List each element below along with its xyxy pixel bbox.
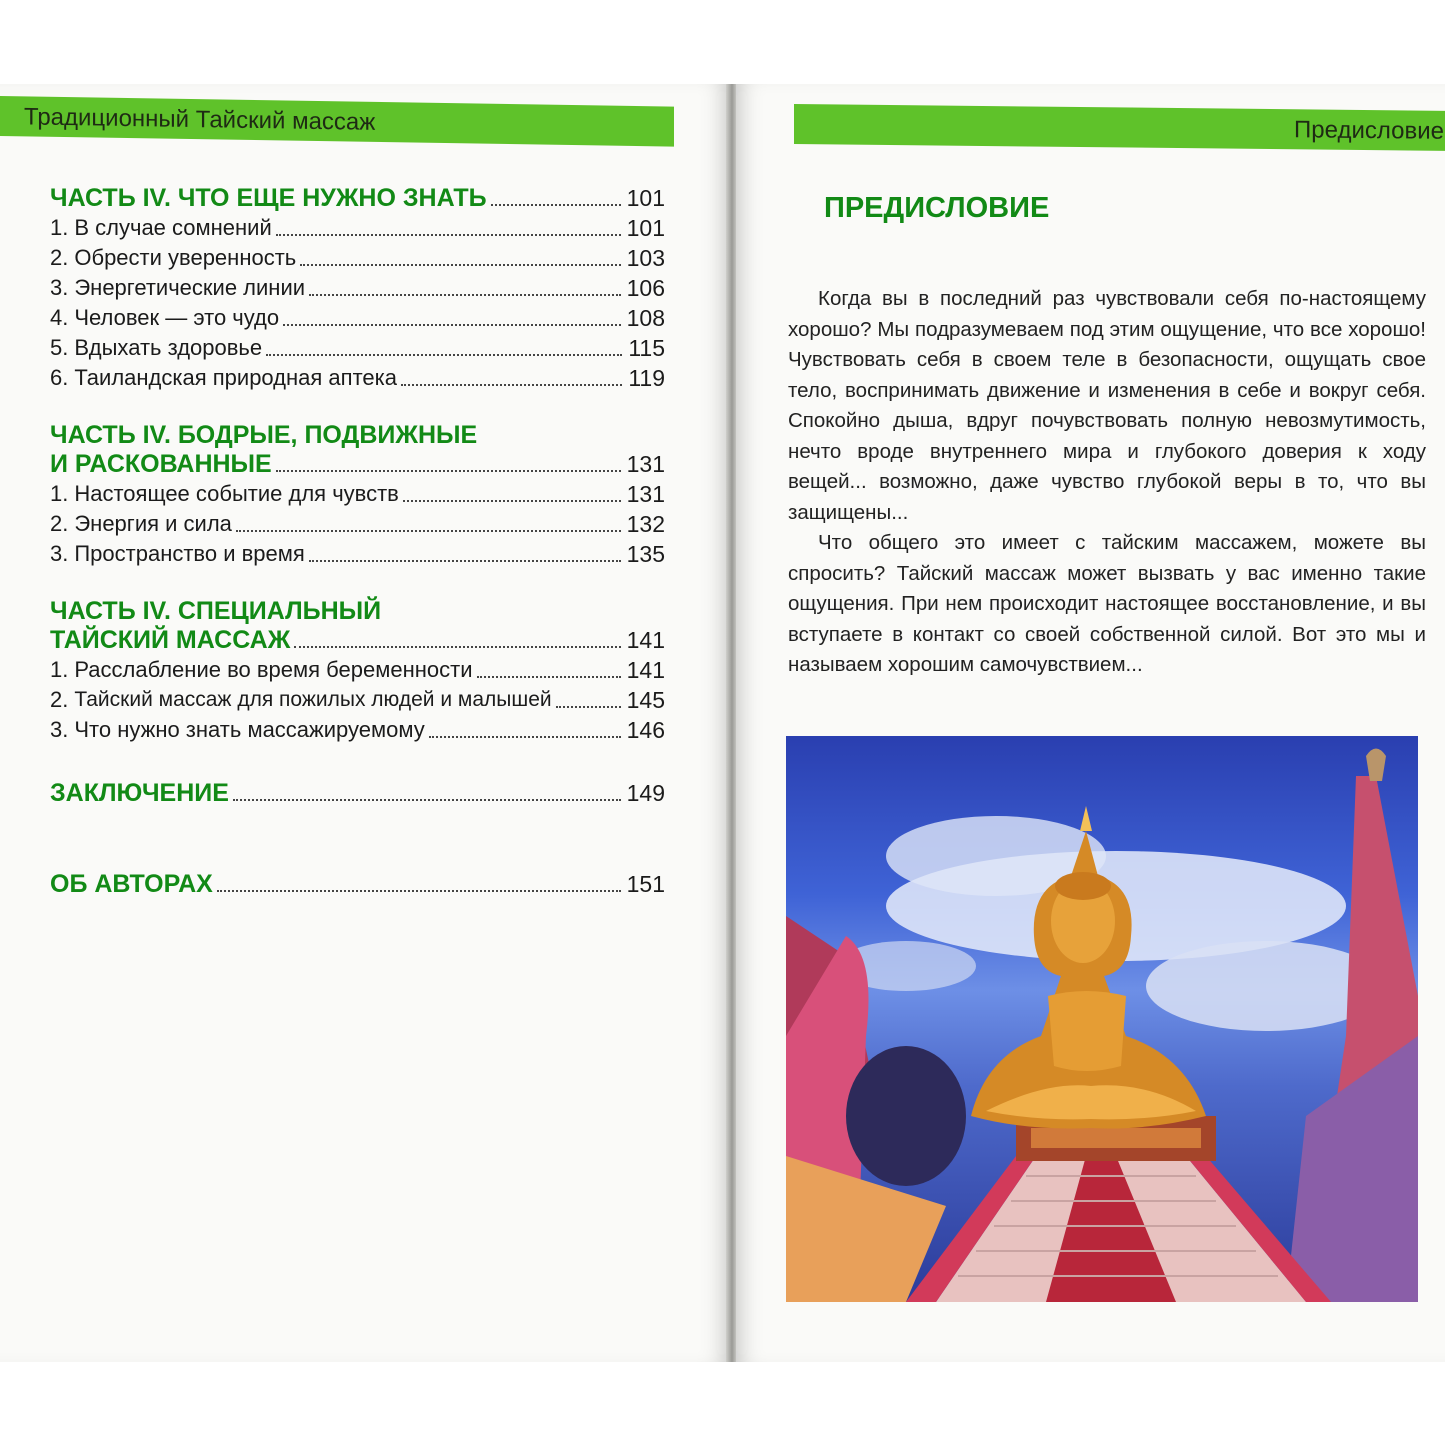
item-number: 2. xyxy=(50,245,69,270)
page-number: 141 xyxy=(626,627,665,653)
right-header-bar xyxy=(794,104,1445,151)
toc-heading-line1: ЧАСТЬ IV. БОДРЫЕ, ПОДВИЖНЫЕ xyxy=(50,421,478,449)
page-number: 132 xyxy=(626,511,665,537)
dot-leader xyxy=(491,204,621,206)
paragraph: Что общего это имеет с тайским массажем, можете вы спросить? Тайский массаж может вызвать у вас именно такие ощущения. При нем происходит настоящее восстановление, и вы вступаете в контакт со своей собственной силой. Вот это мы и называем хорошим самочувствием... xyxy=(788,531,1426,676)
item-number: 1. xyxy=(50,215,69,240)
item-title: Тайский массаж для пожилых людей и малышей xyxy=(74,688,552,711)
dot-leader xyxy=(556,706,621,708)
dot-leader xyxy=(276,470,621,472)
page-number: 151 xyxy=(626,871,665,897)
dot-leader xyxy=(300,264,620,266)
toc-item[interactable] xyxy=(50,303,665,333)
toc-item[interactable] xyxy=(50,685,665,715)
item-number: 6. xyxy=(50,365,69,390)
left-header-bar xyxy=(0,96,674,147)
toc-item[interactable] xyxy=(50,539,665,569)
dot-leader xyxy=(283,324,621,326)
toc-section xyxy=(50,184,665,393)
right-page xyxy=(736,84,1445,1362)
left-page xyxy=(0,84,728,1362)
toc-item[interactable] xyxy=(50,273,665,303)
page-number: 135 xyxy=(626,541,665,567)
page-title: ПРЕДИСЛОВИЕ xyxy=(824,192,1050,224)
toc-heading-line2: И РАСКОВАННЫЕ xyxy=(50,450,272,478)
page-number: 145 xyxy=(626,687,665,713)
toc-item[interactable] xyxy=(50,243,665,273)
toc-heading[interactable] xyxy=(50,184,665,213)
toc-heading-line1: ЧАСТЬ IV. СПЕЦИАЛЬНЫЙ xyxy=(50,597,382,625)
toc-heading-line2-row xyxy=(50,450,665,479)
item-title: Обрести уверенность xyxy=(74,245,297,270)
item-number: 1. xyxy=(50,657,69,682)
item-title: Таиландская природная аптека xyxy=(74,365,397,390)
toc-item[interactable] xyxy=(50,509,665,539)
buddha-illustration xyxy=(786,736,1418,1302)
toc-authors[interactable] xyxy=(50,870,665,899)
page-number: 146 xyxy=(626,717,665,743)
toc-conclusion[interactable] xyxy=(50,779,665,808)
item-title: Что нужно знать массажируемому xyxy=(74,717,425,742)
item-title: Энергия и сила xyxy=(74,511,232,536)
page-number: 131 xyxy=(626,451,665,477)
item-title: В случае сомнений xyxy=(74,215,272,240)
toc-heading-line2-row xyxy=(50,626,665,655)
page-number: 149 xyxy=(626,780,665,806)
conclusion-title: ЗАКЛЮЧЕНИЕ xyxy=(50,779,229,807)
item-title: Расслабление во время беременности xyxy=(74,657,473,682)
running-header-right: Предисловие xyxy=(1294,116,1444,145)
item-number: 1. xyxy=(50,481,69,506)
page-number: 131 xyxy=(626,481,665,507)
dot-leader xyxy=(309,560,621,562)
dot-leader xyxy=(266,354,622,356)
dot-leader xyxy=(294,646,620,648)
item-title: Пространство и время xyxy=(74,541,305,566)
item-number: 3. xyxy=(50,275,69,300)
toc-item[interactable] xyxy=(50,715,665,745)
item-number: 5. xyxy=(50,335,69,360)
toc-heading-line2: ТАЙСКИЙ МАССАЖ xyxy=(50,626,291,654)
page-number: 101 xyxy=(626,215,665,241)
table-of-contents xyxy=(50,184,665,899)
toc-item[interactable] xyxy=(50,333,665,363)
running-header-left: Традиционный Тайский массаж xyxy=(24,103,376,136)
dot-leader xyxy=(309,294,621,296)
item-number: 3. xyxy=(50,541,69,566)
item-number: 3. xyxy=(50,717,69,742)
toc-section xyxy=(50,597,665,745)
item-number: 4. xyxy=(50,305,69,330)
page-number: 141 xyxy=(626,657,665,683)
dot-leader xyxy=(477,676,621,678)
authors-title: ОБ АВТОРАХ xyxy=(50,870,213,898)
toc-item[interactable] xyxy=(50,479,665,509)
toc-item[interactable] xyxy=(50,213,665,243)
preface-body xyxy=(788,284,1426,681)
page-number: 119 xyxy=(628,365,665,391)
dot-leader xyxy=(236,530,621,532)
dot-leader xyxy=(233,799,621,801)
page-number: 115 xyxy=(628,335,665,361)
toc-item[interactable] xyxy=(50,655,665,685)
item-title: Энергетические линии xyxy=(74,275,306,300)
item-title: Человек — это чудо xyxy=(74,305,280,330)
book-spread xyxy=(0,84,1445,1362)
item-title: Настоящее событие для чувств xyxy=(74,481,399,506)
buddha-photo xyxy=(786,736,1418,1302)
dot-leader xyxy=(403,500,621,502)
page-number: 103 xyxy=(626,245,665,271)
page-number: 101 xyxy=(626,185,665,211)
toc-heading[interactable] xyxy=(50,597,665,655)
dot-leader xyxy=(217,890,621,892)
toc-heading-title: ЧАСТЬ IV. ЧТО ЕЩЕ НУЖНО ЗНАТЬ xyxy=(50,184,487,212)
item-number: 2. xyxy=(50,687,69,712)
dot-leader xyxy=(276,234,621,236)
page-number: 108 xyxy=(626,305,665,331)
page-number: 106 xyxy=(626,275,665,301)
dot-leader xyxy=(401,384,622,386)
toc-item[interactable] xyxy=(50,363,665,393)
dot-leader xyxy=(429,736,621,738)
item-title: Вдыхать здоровье xyxy=(74,335,263,360)
toc-section xyxy=(50,421,665,569)
item-number: 2. xyxy=(50,511,69,536)
paragraph: Когда вы в последний раз чувствовали себя по-настоящему хорошо? Мы подразумеваем под этим ощущение, что все хорошо! Чувствовать себя в своем теле в безопасности, ощущать свое тело, воспринимать движение и изменения в себе и вокруг себя. Спокойно дыша, вдруг почувствовать полную невозмутимость, нечто вроде внутреннего мира и глубокого доверия к ходу вещей... возможно, даже чувство глубокой веры в то, что вы защищены... xyxy=(788,287,1426,524)
toc-heading[interactable] xyxy=(50,421,665,479)
